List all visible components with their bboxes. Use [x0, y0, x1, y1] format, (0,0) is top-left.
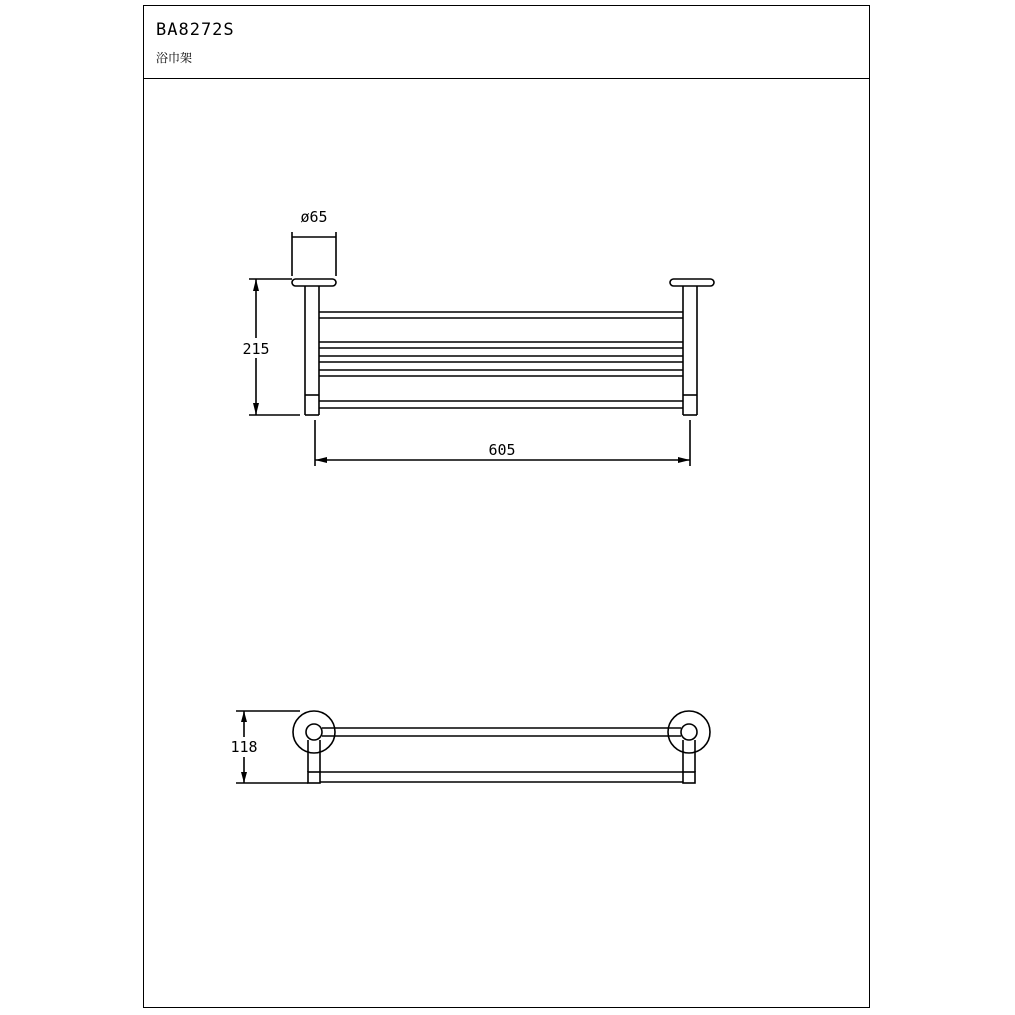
- top-view: [228, 711, 710, 783]
- dim-label-diameter: ø65: [300, 208, 328, 226]
- dim-arrow: [678, 457, 690, 463]
- left-wall-flange: [292, 279, 336, 415]
- dim-arrow: [241, 711, 247, 722]
- top-view-bars: [320, 728, 683, 782]
- right-wall-flange: [670, 279, 714, 415]
- dim-arrow: [241, 772, 247, 783]
- dim-label-height: 215: [242, 340, 270, 358]
- front-view: [238, 208, 714, 466]
- product-name: 浴巾架: [156, 51, 193, 65]
- shelf-rails: [319, 312, 683, 408]
- dim-arrow: [315, 457, 327, 463]
- model-code: BA8272S: [156, 20, 235, 40]
- dim-label-depth: 118: [230, 738, 258, 756]
- dim-arrow: [253, 279, 259, 291]
- dim-arrow: [253, 403, 259, 415]
- dim-label-width: 605: [488, 441, 516, 459]
